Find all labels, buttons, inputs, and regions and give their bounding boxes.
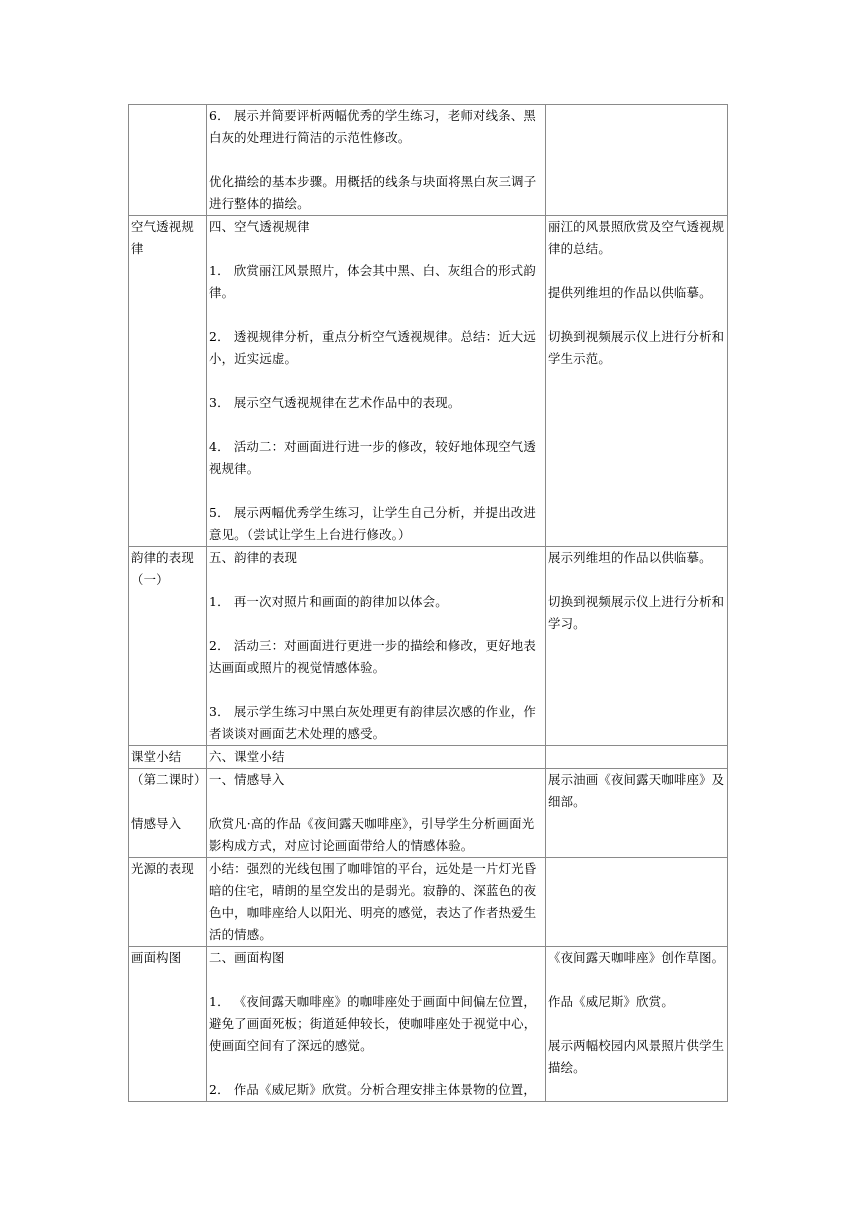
paragraph: 切换到视频展示仪上进行分析和学习。 — [548, 594, 725, 631]
lesson-plan-table — [128, 104, 728, 1102]
table-row — [129, 547, 728, 746]
table-row — [129, 216, 728, 547]
paragraph: 作品《威尼斯》欣赏。 — [548, 994, 674, 1009]
paragraph-spacer — [548, 746, 725, 768]
content-cell — [207, 858, 546, 947]
topic-cell — [129, 216, 207, 547]
paragraph: 3． 展示空气透视规律在艺术作品中的表现。 — [209, 395, 461, 410]
paragraph-spacer — [548, 858, 725, 880]
paragraph: 切换到视频展示仪上进行分析和学生示范。 — [548, 329, 725, 366]
paragraph: 二、画面构图 — [209, 950, 285, 965]
paragraph: （第二课时） — [131, 772, 207, 787]
paragraph-spacer — [209, 569, 543, 591]
content-cell — [207, 547, 546, 746]
paragraph-spacer — [548, 1013, 725, 1035]
notes-cell — [546, 746, 728, 769]
paragraph-spacer — [131, 105, 204, 127]
paragraph: 一、情感导入 — [209, 772, 285, 787]
paragraph-spacer — [548, 260, 725, 282]
notes-cell — [546, 216, 728, 547]
paragraph-spacer — [209, 969, 543, 991]
paragraph: 3． 展示学生练习中黑白灰处理更有韵律层次感的作业，作者谈谈对画面艺术处理的感受。 — [209, 704, 536, 741]
paragraph-spacer — [131, 791, 204, 813]
topic-cell — [129, 947, 207, 1102]
paragraph-spacer — [548, 969, 725, 991]
paragraph: 展示两幅校园内风景照片供学生描绘。 — [548, 1038, 725, 1075]
paragraph-spacer — [209, 480, 543, 502]
content-cell — [207, 216, 546, 547]
paragraph: 2． 活动三：对画面进行更进一步的描绘和修改，更好地表达画面或照片的视觉情感体验。 — [209, 638, 536, 675]
paragraph-spacer — [209, 149, 543, 171]
paragraph: 《夜间露天咖啡座》创作草图。 — [548, 950, 725, 965]
topic-cell — [129, 769, 207, 858]
paragraph: 情感导入 — [131, 816, 182, 831]
table-row — [129, 947, 728, 1102]
paragraph-spacer — [209, 1057, 543, 1079]
topic-cell — [129, 105, 207, 216]
paragraph-spacer — [209, 679, 543, 701]
paragraph: 6． 展示并简要评析两幅优秀的学生练习，老师对线条、黑白灰的处理进行简洁的示范性修改。 — [209, 108, 536, 145]
paragraph: 4． 活动二：对画面进行进一步的修改，较好地体现空气透视规律。 — [209, 439, 536, 476]
paragraph: 小结：强烈的光线包围了咖啡馆的平台，远处是一片灯光昏暗的住宅，晴朗的星空发出的是弱光。寂静的、深蓝色的夜色中，咖啡座给人以阳光、明亮的感觉，表达了作者热爱生活的情感。 — [209, 861, 537, 942]
notes-cell — [546, 105, 728, 216]
table-row — [129, 858, 728, 947]
paragraph-spacer — [209, 791, 543, 813]
paragraph: 1． 欣赏丽江风景照片，体会其中黑、白、灰组合的形式韵律。 — [209, 263, 536, 300]
notes-cell — [546, 858, 728, 947]
topic-cell — [129, 858, 207, 947]
paragraph: 提供列维坦的作品以供临摹。 — [548, 285, 712, 300]
lesson-plan-body — [129, 105, 728, 1102]
table-row — [129, 105, 728, 216]
notes-cell — [546, 947, 728, 1102]
paragraph: 五、韵律的表现 — [209, 550, 298, 565]
paragraph: 2． 作品《威尼斯》欣赏。分析合理安排主体景物的位置， — [209, 1082, 536, 1097]
table-row — [129, 746, 728, 769]
paragraph: 展示列维坦的作品以供临摹。 — [548, 550, 712, 565]
paragraph: 六、课堂小结 — [209, 749, 285, 764]
paragraph: 画面构图 — [131, 950, 182, 965]
paragraph-spacer — [209, 238, 543, 260]
paragraph-spacer — [548, 304, 725, 326]
paragraph: 丽江的风景照欣赏及空气透视规律的总结。 — [548, 219, 725, 256]
paragraph-spacer — [209, 414, 543, 436]
content-cell — [207, 769, 546, 858]
paragraph: 欣赏凡·高的作品《夜间露天咖啡座》，引导学生分析画面光影构成方式，对应讨论画面带给人的情感体验。 — [209, 816, 535, 853]
paragraph: 四、空气透视规律 — [209, 219, 310, 234]
paragraph: 2． 透视规律分析，重点分析空气透视规律。总结：近大远小，近实远虚。 — [209, 329, 536, 366]
topic-cell — [129, 746, 207, 769]
notes-cell — [546, 547, 728, 746]
paragraph: 光源的表现 — [131, 861, 194, 876]
notes-cell — [546, 769, 728, 858]
paragraph: 1． 再一次对照片和画面的韵律加以体会。 — [209, 594, 448, 609]
table-row — [129, 769, 728, 858]
paragraph-spacer — [548, 105, 725, 127]
paragraph: 韵律的表现（一） — [131, 550, 194, 587]
content-cell — [207, 947, 546, 1102]
paragraph: 课堂小结 — [131, 749, 182, 764]
topic-cell — [129, 547, 207, 746]
paragraph: 空气透视规律 — [131, 219, 194, 256]
paragraph: 1． 《夜间露天咖啡座》的咖啡座处于画面中间偏左位置，避免了画面死板；街道延伸较长，使咖啡座处于视觉中心，使画面空间有了深远的感觉。 — [209, 994, 537, 1053]
paragraph-spacer — [209, 370, 543, 392]
paragraph-spacer — [209, 304, 543, 326]
paragraph: 5． 展示两幅优秀学生练习，让学生自己分析，并提出改进意见。（尝试让学生上台进行修改。） — [209, 505, 536, 542]
paragraph: 展示油画《夜间露天咖啡座》及细部。 — [548, 772, 725, 809]
paragraph-spacer — [209, 613, 543, 635]
content-cell — [207, 746, 546, 769]
paragraph-spacer — [548, 569, 725, 591]
content-cell — [207, 105, 546, 216]
paragraph: 优化描绘的基本步骤。用概括的线条与块面将黑白灰三调子进行整体的描绘。 — [209, 174, 537, 211]
